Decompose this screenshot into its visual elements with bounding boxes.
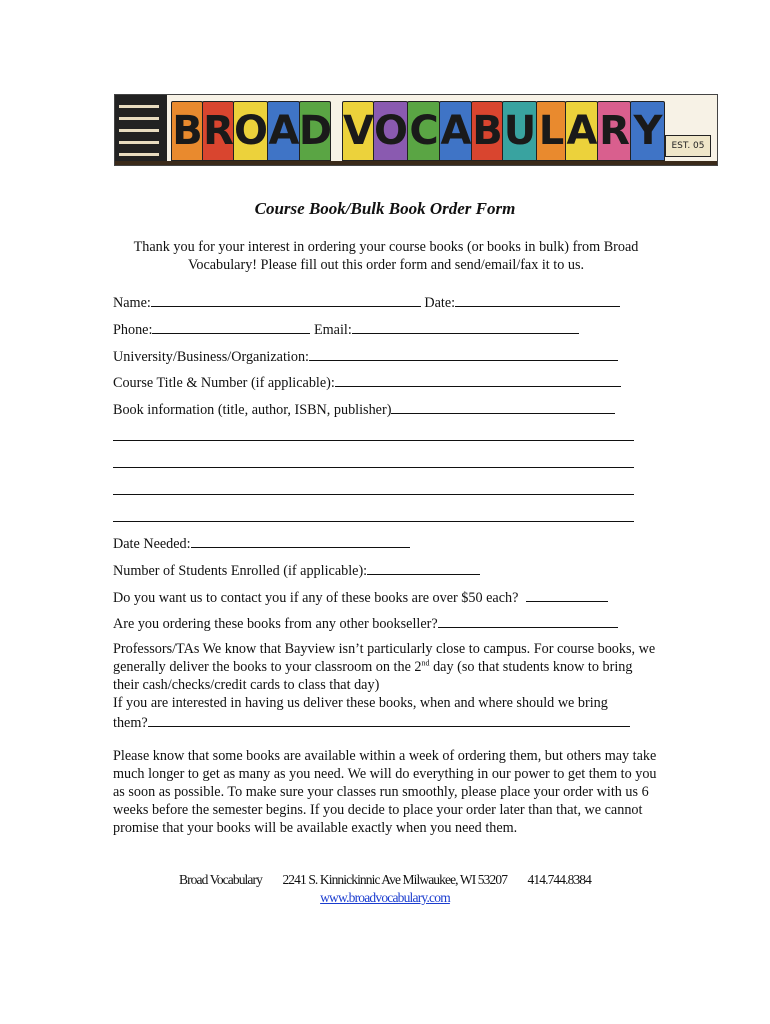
ordinal-suffix: nd xyxy=(421,658,430,668)
phone-blank[interactable] xyxy=(152,319,310,334)
organization-blank[interactable] xyxy=(309,346,618,361)
logo-banner xyxy=(114,94,718,166)
students-row xyxy=(113,560,480,580)
form-title: Course Book/Bulk Book Order Form xyxy=(254,199,516,218)
logo-letter-o: O xyxy=(373,101,408,161)
footer-contact xyxy=(0,872,770,888)
logo-letter-o: O xyxy=(233,101,268,161)
logo-letter-b: B xyxy=(171,101,203,161)
book-info-line[interactable] xyxy=(113,440,634,441)
delivery-question-end: them? xyxy=(113,715,148,731)
delivery-question: If you are interested in having us deliver these books, when and where should we bring xyxy=(113,695,608,711)
organization-label: University/Business/Organization: xyxy=(113,349,309,365)
name-label: Name: xyxy=(113,295,151,311)
students-blank[interactable] xyxy=(367,560,480,575)
logo-letter-v: V xyxy=(342,101,374,161)
footer-address: 2241 S. Kinnickinnic Ave Milwaukee, WI 53207 xyxy=(282,872,508,887)
intro-text: Thank you for your interest in ordering your course books (or books in bulk) from Broad Vocabulary! Please fill out this order form and send/email/fax it to us. xyxy=(133,239,639,273)
contact-blank[interactable] xyxy=(526,587,608,602)
organization-row xyxy=(113,346,618,366)
date-needed-label: Date Needed: xyxy=(113,536,191,552)
footer-business-name: Broad Vocabulary xyxy=(178,872,262,887)
professors-text-cont: day (so that students know to bring their cash/checks/credit cards to class that day) xyxy=(113,659,633,693)
logo-letter-b: B xyxy=(471,101,503,161)
logo-letter-l: L xyxy=(536,101,566,161)
book-info-blank[interactable] xyxy=(391,399,615,414)
book-info-row xyxy=(113,399,615,419)
logo-letter-r: R xyxy=(597,101,631,161)
logo-letter-a: A xyxy=(267,101,300,161)
course-label: Course Title & Number (if applicable): xyxy=(113,375,335,391)
other-seller-row xyxy=(113,613,618,633)
footer-phone: 414.744.8384 xyxy=(527,872,591,887)
logo-letter-a: A xyxy=(439,101,472,161)
course-row xyxy=(113,372,621,392)
date-blank[interactable] xyxy=(455,292,620,307)
phone-row xyxy=(113,319,579,339)
professors-text: Professors/TAs We know that Bayview isn’t particularly close to campus. For course books, we generally deliver the books to your classroom on the 2 xyxy=(113,641,656,675)
other-seller-question: Are you ordering these books from any other bookseller? xyxy=(113,616,438,632)
contact-question: Do you want us to contact you if any of these books are over $50 each? xyxy=(113,590,519,606)
date-label: Date: xyxy=(424,295,456,311)
book-info-line[interactable] xyxy=(113,521,634,522)
logo-letter-a: A xyxy=(565,101,598,161)
name-row xyxy=(113,292,620,312)
book-info-line[interactable] xyxy=(113,467,634,468)
delivery-blank[interactable] xyxy=(148,712,630,727)
date-needed-row xyxy=(113,533,410,553)
logo-letter-d: D xyxy=(299,101,331,161)
date-needed-blank[interactable] xyxy=(191,533,410,548)
book-info-line[interactable] xyxy=(113,494,634,495)
professors-paragraph xyxy=(113,640,658,732)
notice-paragraph: Please know that some books are available within a week of ordering them, but others may take much longer to get as many as you need. We will do everything in our power to get them to you as soon as possible. To make sure your classes run smoothly, please place your order with us 6 weeks before the semester begins. If you decide to place your order later than that, we cannot promise that your books will be available exactly when you need them. xyxy=(113,748,657,836)
course-blank[interactable] xyxy=(335,372,621,387)
other-seller-blank[interactable] xyxy=(438,613,618,628)
contact-row xyxy=(113,587,608,607)
email-label: Email: xyxy=(313,322,352,338)
logo-letter-r: R xyxy=(202,101,234,161)
logo-letter-u: U xyxy=(502,101,537,161)
email-blank[interactable] xyxy=(352,319,579,334)
logo-letter-y: Y xyxy=(630,101,665,161)
established-badge: EST. 05 xyxy=(665,135,711,157)
book-info-label: Book information (title, author, ISBN, publisher) xyxy=(113,402,392,418)
website-link[interactable]: www.broadvocabulary.com xyxy=(320,890,450,905)
book-stack-icon xyxy=(115,95,167,165)
students-label: Number of Students Enrolled (if applicable): xyxy=(113,563,368,579)
name-blank[interactable] xyxy=(151,292,421,307)
logo-letter-c: C xyxy=(407,101,440,161)
shelf xyxy=(115,161,717,165)
phone-label: Phone: xyxy=(113,322,153,338)
